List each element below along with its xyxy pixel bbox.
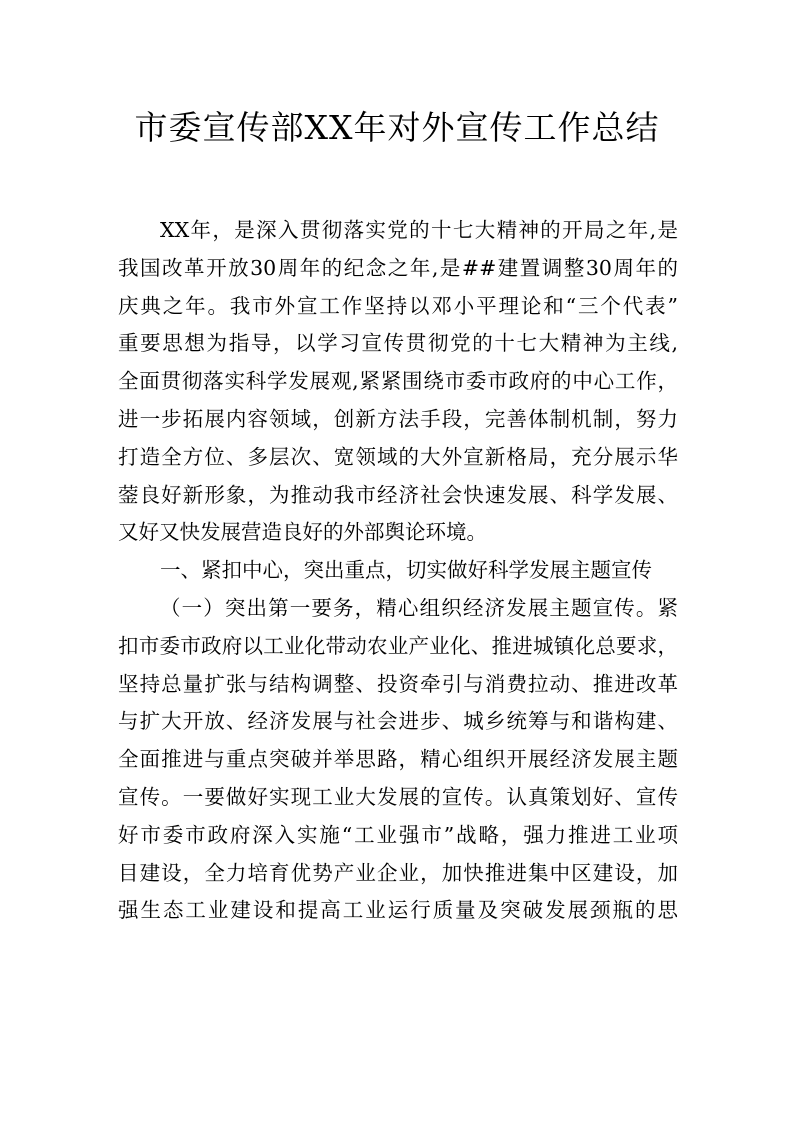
paragraph-line: 我国改革开放30周年的纪念之年,是##建置调整30周年的 <box>118 255 678 280</box>
paragraph-line: 宣传。一要做好实现工业大发展的宣传。认真策划好、宣传 <box>118 784 678 809</box>
paragraph-line: 进一步拓展内容领域，创新方法手段，完善体制机制，努力 <box>118 406 678 431</box>
paragraph-line: 又好又快发展营造良好的外部舆论环境。 <box>118 520 487 545</box>
paragraph-line: 扣市委市政府以工业化带动农业产业化、推进城镇化总要求， <box>118 633 678 658</box>
paragraph-line: 坚持总量扩张与结构调整、投资牵引与消费拉动、推进改革 <box>118 671 678 696</box>
paragraph-line: （一）突出第一要务，精心组织经济发展主题宣传。紧 <box>160 595 678 620</box>
paragraph-line: 目建设，全力培育优势产业企业，加快推进集中区建设，加 <box>118 860 678 885</box>
paragraph-line: 全面推进与重点突破并举思路，精心组织开展经济发展主题 <box>118 747 678 772</box>
paragraph-line: 强生态工业建设和提高工业运行质量及突破发展颈瓶的思 <box>118 898 678 923</box>
paragraph-line: 重要思想为指导，以学习宣传贯彻党的十七大精神为主线, <box>118 331 678 356</box>
paragraph-line: 好市委市政府深入实施“工业强市”战略，强力推进工业项 <box>118 822 678 847</box>
paragraph-line: 蓥良好新形象，为推动我市经济社会快速发展、科学发展、 <box>118 482 678 507</box>
paragraph-line: 打造全方位、多层次、宽领域的大外宣新格局，充分展示华 <box>118 444 678 469</box>
document-title: 市委宣传部XX年对外宣传工作总结 <box>134 108 660 147</box>
paragraph-line: 与扩大开放、经济发展与社会进步、城乡统筹与和谐构建、 <box>118 709 678 734</box>
paragraph-line: 全面贯彻落实科学发展观,紧紧围绕市委市政府的中心工作， <box>118 369 678 394</box>
section-heading: 一、紧扣中心，突出重点，切实做好科学发展主题宣传 <box>160 558 652 583</box>
paragraph-line: XX年，是深入贯彻落实党的十七大精神的开局之年,是 <box>160 218 678 242</box>
paragraph-line: 庆典之年。我市外宣工作坚持以邓小平理论和“三个代表” <box>118 293 678 318</box>
document-body <box>118 212 678 930</box>
